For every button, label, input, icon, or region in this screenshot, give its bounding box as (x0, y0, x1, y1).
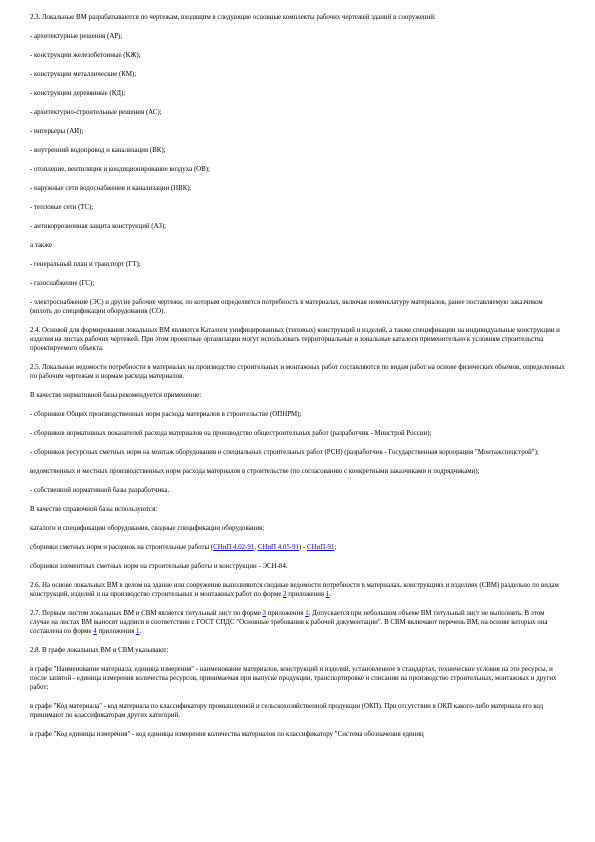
paragraph-text: . Допускается при небольшом объеме ВМ титульный лист не выполнять. В этом случае на листах ВМ выносят надписи в соответствии с ГОСТ СПДС "Основные требования к рабочей документации". В СВМ включают перечень ВМ, на основе которых она составлена по форме (30, 610, 548, 635)
paragraph-b3 (30, 70, 565, 79)
paragraph-b2 (30, 51, 565, 60)
paragraph-text: - сборников Общих производственных норм расхода материалов в строительстве (ОПНРМ); (30, 411, 302, 418)
paragraph-text: - сборников ресурсных сметных норм на монтаж оборудования и специальных строительных работ (РСН) (разработчик - Государственная корпорация "Монтажспецстрой"); (30, 449, 539, 456)
paragraph-b4 (30, 89, 565, 98)
paragraph-s3 (30, 562, 565, 571)
paragraph-n3 (30, 448, 565, 457)
paragraph-text: , (254, 544, 258, 551)
paragraph-s1 (30, 524, 565, 533)
paragraph-b1 (30, 32, 565, 41)
paragraph-text: 2.5. Локальные ведомости потребности в материалах на производство строительных и монтажных работ составляются по видам работ на основе физических объемов, определенных по рабочим чертежам и нормам расхода материалов. (30, 364, 565, 380)
doc-link[interactable]: 2 (283, 591, 287, 598)
paragraph-text: в графе "Наименование материала, единица измерения" - наименование материалов, конструкций и изделий, установленное в стандартах, технические условия на эти ресурсы, и после запятой - единица измерения количества ресурсов, принимаемая при выпуске продукции, транспортировке и списании на производство строительных, монтажных и других работ; (30, 666, 557, 691)
paragraph-g2 (30, 702, 565, 720)
paragraph-p210 (30, 646, 565, 655)
paragraph-text: ; (334, 544, 337, 551)
paragraph-text: 2.6. На основе локальных ВМ в целом на здание или сооружение выполняются сводные ведомости потребности в материалах, конструкциях и изделиях (СВМ) раздельно по видам конструкций, изделий и на производство строительных и монтажных работ по форме (30, 582, 559, 598)
paragraph-text: - газоснабжение (ГС); (30, 280, 95, 287)
paragraph-text: - наружные сети водоснабжения и канализации (НВК); (30, 185, 192, 192)
paragraph-b10 (30, 203, 565, 212)
paragraph-text: сборники сметных норм и расценок на строительные работы ( (30, 544, 214, 551)
paragraph-text: - интерьеры (АИ); (30, 128, 84, 135)
paragraph-p24 (30, 326, 565, 353)
doc-link[interactable]: СНиП-91 (307, 544, 335, 551)
paragraph-g3 (30, 730, 565, 739)
doc-link[interactable]: СНиП 4.05-91 (257, 544, 299, 551)
paragraph-text: - сборников нормативных показателей расхода материалов на производство общестроительных работ (разработчик - Минстрой России); (30, 430, 432, 437)
paragraph-text: - антикоррозионная защита конструкций (АЗ); (30, 223, 167, 230)
doc-link[interactable]: 3 (262, 610, 266, 617)
paragraph-text: 2.8. В графе локальных ВМ и СВМ указывают: (30, 647, 169, 654)
paragraph-b6 (30, 127, 565, 136)
paragraph-b12 (30, 241, 565, 250)
paragraph-s2 (30, 543, 565, 552)
paragraph-text: приложения (265, 610, 306, 617)
paragraph-n4 (30, 467, 565, 476)
paragraph-text: ведомственных и местных производственных норм расхода материалов в строительстве (по согласованию с конкретными заказчиками и подрядчиками); (30, 468, 480, 475)
paragraph-text: . (329, 591, 332, 598)
paragraph-b13 (30, 260, 565, 269)
paragraph-p29 (30, 609, 565, 636)
paragraph-n1 (30, 410, 565, 419)
paragraph-p25 (30, 363, 565, 381)
doc-link[interactable]: 1 (135, 628, 140, 635)
paragraph-text: - внутренний водопровод и канализация (ВК); (30, 147, 166, 154)
paragraph-text: 2.4. Основой для формирования локальных ВМ являются Каталоги унифицированных (типовых) конструкций и изделий, а также спецификации на индивидуальные конструкции и изделия на листах рабочих чертежей. При этом проектные организации могут использовать территориальные и зональные каталоги применительно к условиям строительства проектируемого объекта. (30, 327, 560, 352)
paragraph-text: каталоги и спецификации оборудования, сводные спецификации оборудования; (30, 525, 265, 532)
paragraph-text: - архитектурно-строительные решения (АС); (30, 109, 162, 116)
paragraph-text: - тепловые сети (ТС); (30, 204, 94, 211)
paragraph-p28 (30, 581, 565, 599)
doc-link[interactable]: 1 (325, 591, 330, 598)
paragraph-text: - архитектурные решения (АР); (30, 33, 123, 40)
paragraph-n5 (30, 486, 565, 495)
paragraph-text: - собственной нормативной базы разработчика. (30, 487, 170, 494)
paragraph-b11 (30, 222, 565, 231)
paragraph-text: приложения (286, 591, 326, 598)
paragraph-text: - конструкции деревянные (КД); (30, 90, 126, 97)
paragraph-text: В качестве справочной базы используются: (30, 506, 158, 513)
paragraph-p27 (30, 505, 565, 514)
paragraph-text: а также (30, 242, 53, 249)
paragraph-text: ) - (298, 544, 308, 551)
doc-link[interactable]: 1 (305, 610, 309, 617)
paragraph-text: - электроснабжение (ЭС) и другие рабочие чертежи, по которым определяется потребность в материалах, включая номенклатуру материалов, ранее поставляемую заказчиком (вплоть до спецификации оборудования (СО). (30, 299, 543, 315)
paragraph-text: - генеральный план и транспорт (ГТ); (30, 261, 141, 268)
doc-link[interactable]: 4 (93, 628, 97, 635)
paragraph-b7 (30, 146, 565, 155)
paragraph-text: В качестве нормативной базы рекомендуется применение: (30, 392, 202, 399)
doc-link[interactable]: СНиП 4.02-91 (213, 544, 255, 551)
paragraph-text: - конструкции металлические (КМ); (30, 71, 137, 78)
paragraph-p23 (30, 13, 565, 22)
paragraph-text: в графе "Код материала" - код материала по классификатору промышленной и сельскохозяйственной продукции (ОКП). При отсутствии в ОКП какого-либо материала его код принимают по классификаторам других категорий. (30, 703, 544, 719)
paragraph-p26 (30, 391, 565, 400)
paragraph-text: 2.3. Локальные ВМ разрабатываются по чертежам, входящим в следующие основные комплекты рабочих чертежей зданий и сооружений: (30, 14, 436, 21)
paragraph-text: в графе "Код единицы измерения" - код единицы измерения количества материалов по классификатору "Система обозначения единиц (30, 731, 424, 738)
paragraph-text: . (139, 628, 142, 635)
paragraph-text: - конструкции железобетонные (КЖ); (30, 52, 141, 59)
paragraph-text: - отопление, вентиляция и кондиционирование воздуха (ОВ); (30, 166, 210, 173)
paragraph-b9 (30, 184, 565, 193)
paragraph-g1 (30, 665, 565, 692)
paragraph-text: сборники элементных сметных норм на строительные работы и конструкции - ЭСН-84. (30, 563, 288, 570)
paragraph-b5 (30, 108, 565, 117)
paragraph-text: приложения (96, 628, 136, 635)
paragraph-n2 (30, 429, 565, 438)
paragraph-b15 (30, 298, 565, 316)
paragraph-text: 2.7. Первым листом локальных ВМ и СВМ является титульный лист по форме (30, 610, 263, 617)
paragraph-b14 (30, 279, 565, 288)
paragraph-b8 (30, 165, 565, 174)
